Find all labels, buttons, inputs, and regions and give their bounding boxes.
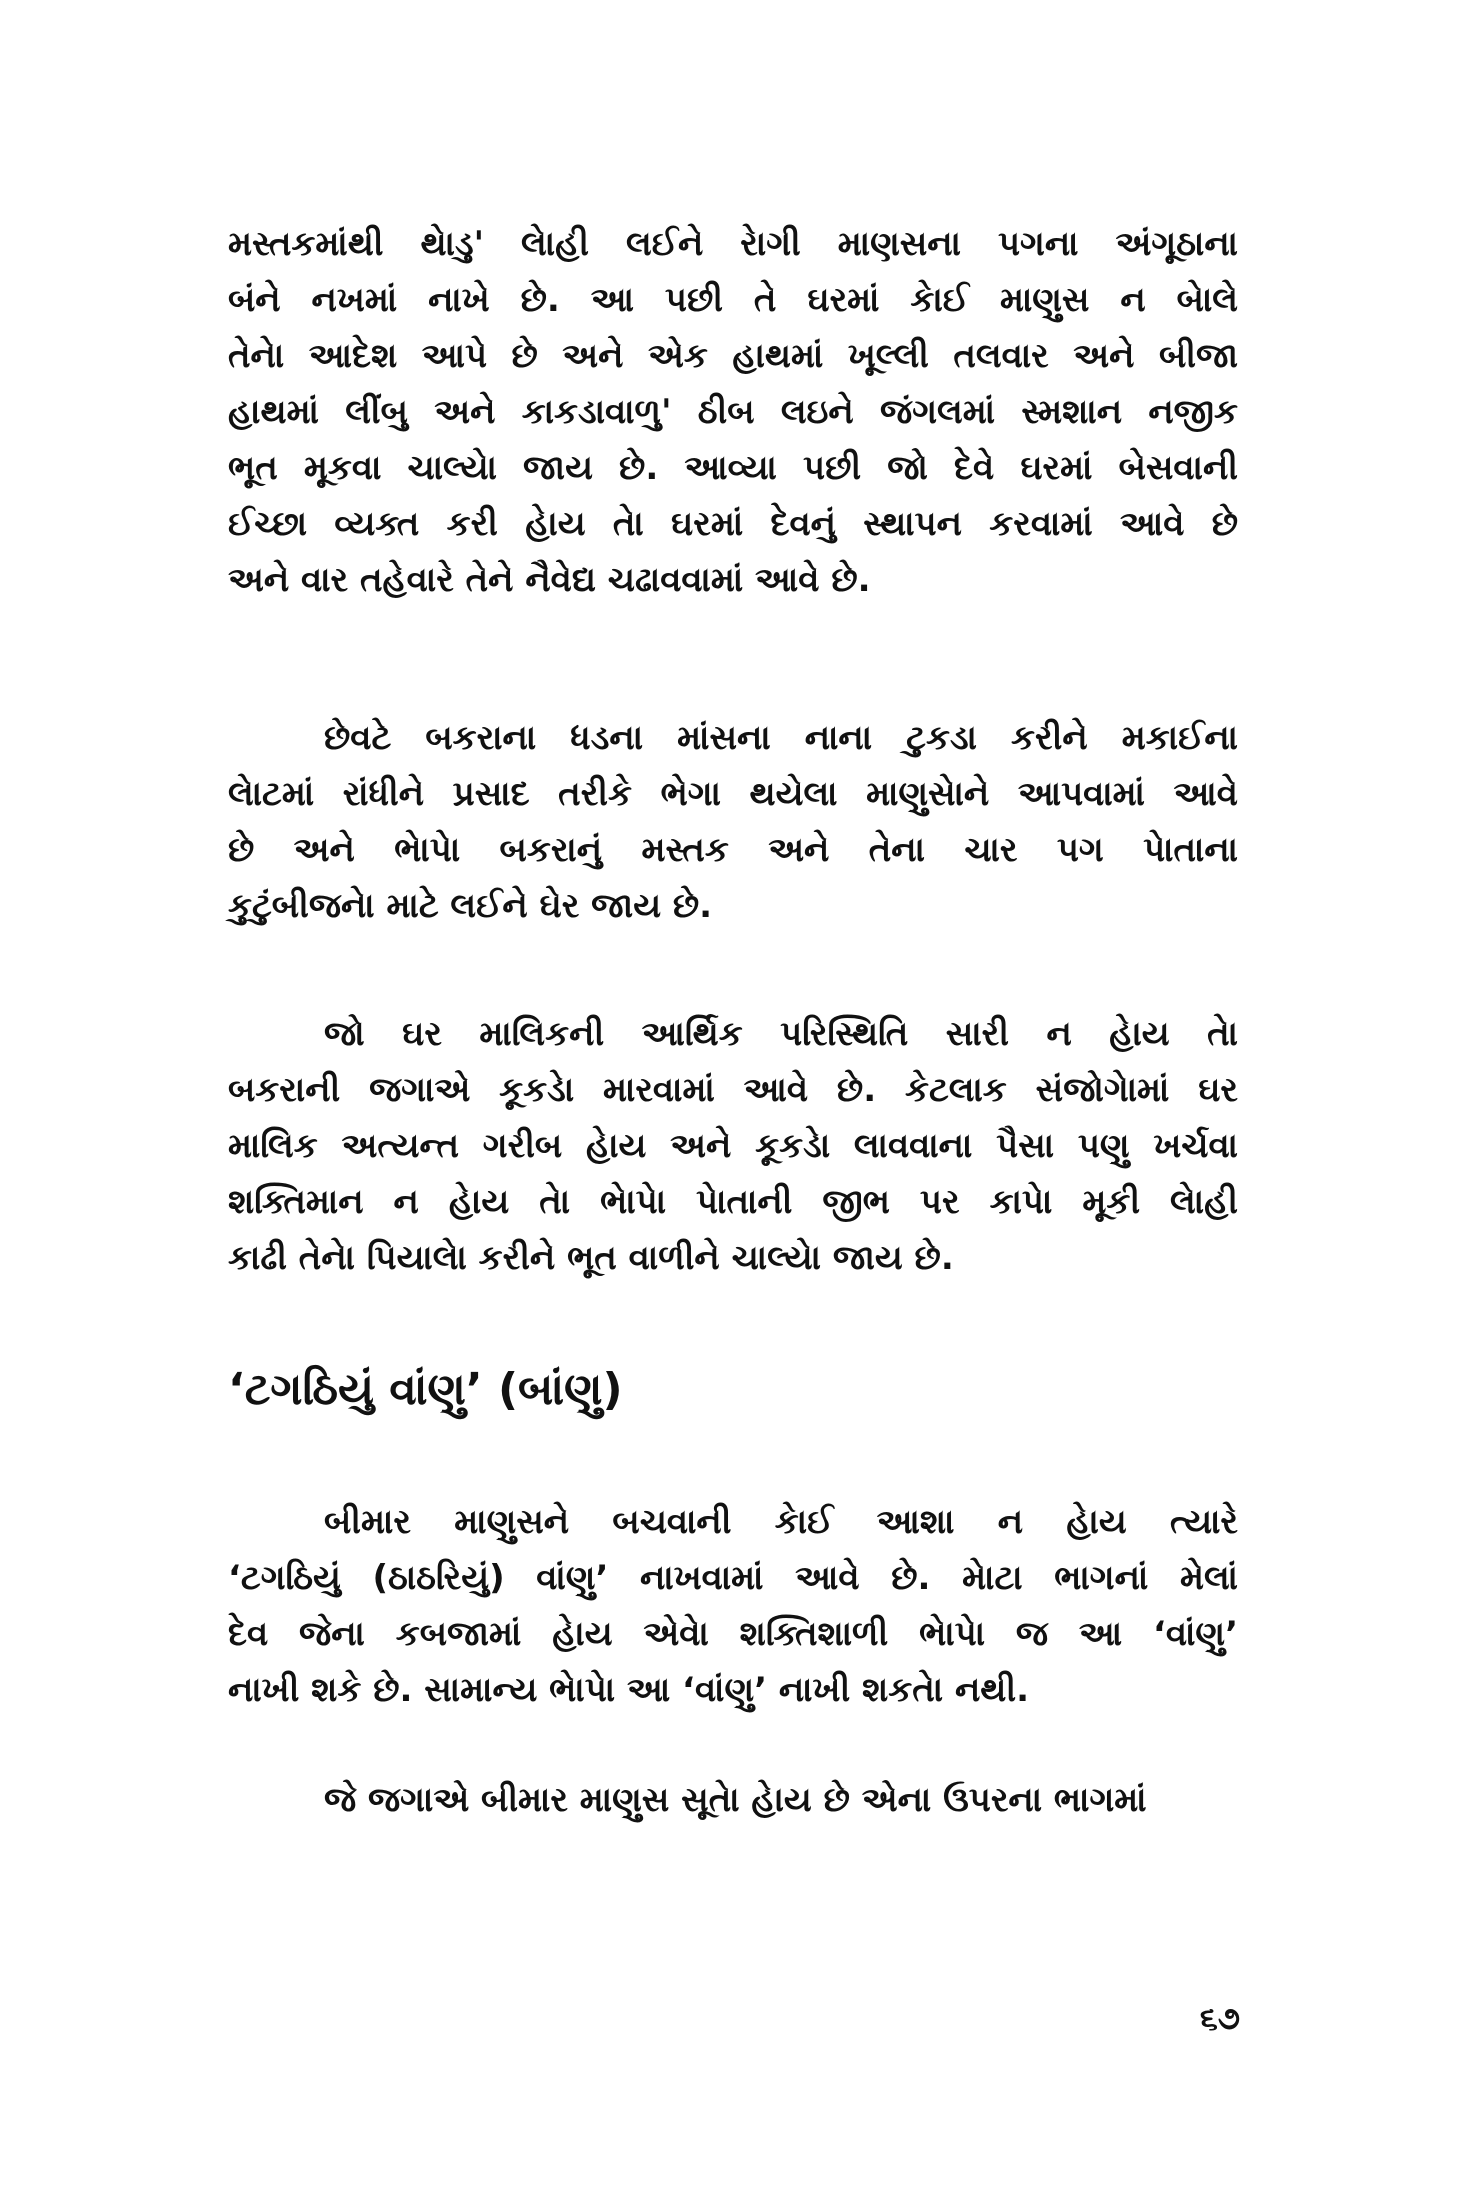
page-number: ૬૭ <box>1199 1999 1240 2037</box>
text-line: ઈચ્છા વ્યક્ત કરી હેાય તેા ઘરમાં દેવનું સ્થાપન કરવામાં આવે છે <box>228 504 1238 544</box>
text-line: દેવ જેના કબજામાં હેાય એવેા શક્તિશાળી ભેાપેા જ આ ‘વાંણુ’ <box>228 1614 1238 1654</box>
text-line: છેવટે બકરાના ધડના માંસના નાના ટુકડા કરીને મકાઈના <box>324 718 1238 758</box>
text-line: કુટુંબીજનેા માટે લઈને ઘેર જાય છે. <box>228 886 713 926</box>
text-line: ‘ટગઠિયું (ઠાઠરિયું) વાંણુ’ નાખવામાં આવે છે. મેાટા ભાગનાં મેલાં <box>228 1558 1238 1598</box>
text-line: કાઢી તેનેા પિયાલેા કરીને ભૂત વાળીને ચાલ્યેા જાય છે. <box>228 1238 954 1278</box>
text-line: માલિક અત્યન્ત ગરીબ હેાય અને કૂકડેા લાવવાના પૈસા પણુ ખર્ચવા <box>228 1126 1238 1166</box>
section-heading: ‘ટગઠિયું વાંણુ’ (બાંણુ) <box>228 1364 623 1415</box>
text-line: બીમાર માણુસને બચવાની કેાઈ આશા ન હેાય ત્યારે <box>324 1502 1238 1542</box>
text-line: મસ્તકમાંથી થેાડુ' લેાહી લઈને રેાગી માણસના પગના અંગૂઠાના <box>228 224 1238 264</box>
text-line: નાખી શકે છે. સામાન્ય ભેાપેા આ ‘વાંણુ’ નાખી શકતેા નથી. <box>228 1670 1029 1710</box>
text-line: જો ઘર માલિકની આર્થિક પરિસ્થિતિ સારી ન હેાય તેા <box>324 1014 1238 1054</box>
text-line: જે જગાએ બીમાર માણુસ સૂતેા હેાય છે એના ઉપરના ભાગમાં <box>324 1780 1147 1820</box>
paragraph-2 <box>228 710 1238 934</box>
paragraph-3 <box>228 1006 1238 1286</box>
paragraph-1 <box>228 216 1238 608</box>
text-line: શક્તિમાન ન હેાય તેા ભેાપેા પેાતાની જીભ પર કાપેા મૂકી લેાહી <box>228 1182 1238 1222</box>
text-line: ભૂત મૂકવા ચાલ્યેા જાય છે. આવ્યા પછી જો દેવે ઘરમાં બેસવાની <box>228 448 1238 488</box>
text-line: બંને નખમાં નાખે છે. આ પછી તે ઘરમાં કેાઈ માણુસ ન બેાલે <box>228 280 1238 320</box>
text-line: છે અને ભેાપેા બકરાનું મસ્તક અને તેના ચાર પગ પેાતાના <box>228 830 1238 870</box>
paragraph-4 <box>228 1494 1238 1718</box>
text-line: તેનેા આદેશ આપે છે અને એક હાથમાં ખૂલ્લી તલવાર અને બીજા <box>228 336 1238 376</box>
paragraph-5 <box>228 1772 1238 1828</box>
text-line: અને વાર તહેવારે તેને નૈવેદ્ય ચઢાવવામાં આવે છે. <box>228 560 871 600</box>
text-line: હાથમાં લીંબુ અને કાકડાવાળુ' ઠીબ લઇને જંગલમાં સ્મશાન નજીક <box>228 392 1238 432</box>
text-line: લેાટમાં રાંધીને પ્રસાદ તરીકે ભેગા થયેલા માણુસેાને આપવામાં આવે <box>228 774 1238 814</box>
text-line: બકરાની જગાએ કૂકડેા મારવામાં આવે છે. કેટલાક સંજોગેામાં ઘર <box>228 1070 1238 1110</box>
